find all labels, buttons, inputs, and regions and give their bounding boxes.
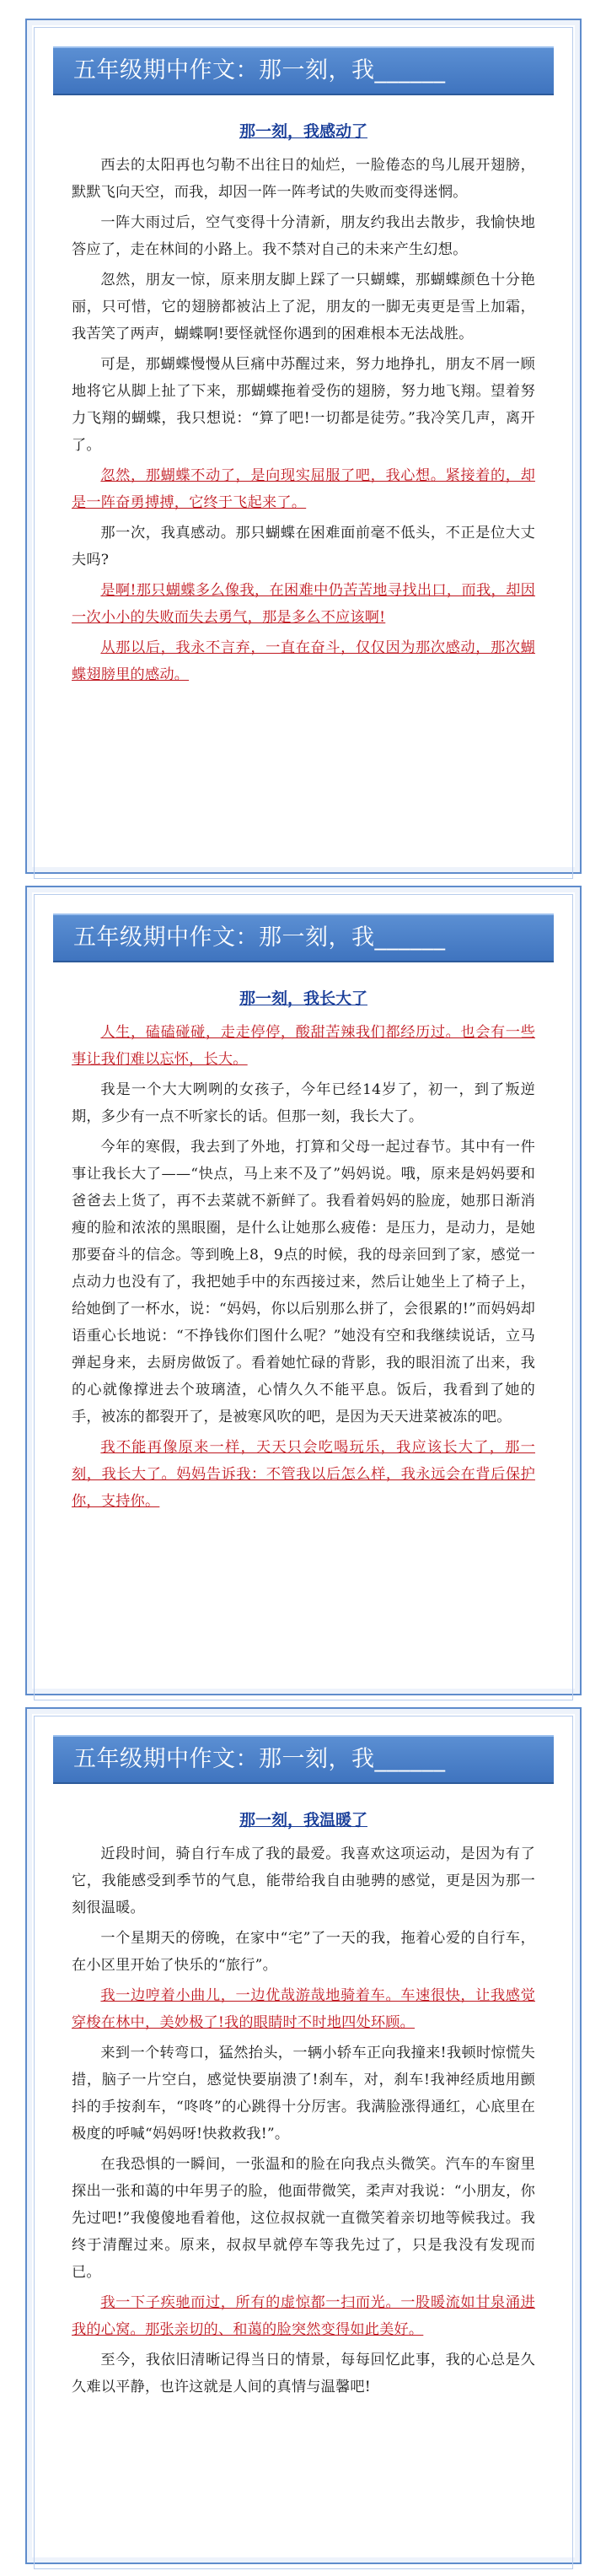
essay-paragraph: 在我恐惧的一瞬间，一张温和的脸在向我点头微笑。汽车的车窗里探出一张和蔼的中年男子的脸，他面带微笑，柔声对我说：“小朋友，你先过吧!”我傻傻地看着他，这位叔叔就一直微笑着亲切地等候我过。我终于清醒过来。原来，叔叔早就停车等我先过了，只是我没有发现而已。 bbox=[72, 2156, 535, 2281]
essay-paragraph: 西去的太阳再也匀勒不出往日的灿烂，一脸倦态的鸟儿展开翅膀，默默飞向天空，而我，却因一阵一阵考试的失败而变得迷惘。 bbox=[72, 157, 535, 201]
essay-paragraph: 至今，我依旧清晰记得当日的情景，每每回忆此事，我的心总是久久难以平静，也许这就是人间的真情与温馨吧! bbox=[72, 2352, 535, 2395]
essay-banner: 五年级期中作文：那一刻，我______ bbox=[53, 1735, 554, 1782]
essay-card-2 bbox=[25, 886, 582, 1695]
essay-paragraph-highlight: 从那以后，我永不言弃，一直在奋斗，仅仅因为那次感动，那次蝴蝶翅膀里的感动。 bbox=[72, 639, 535, 683]
essay-paragraph: 我是一个大大咧咧的女孩子，今年已经14岁了，初一，到了叛逆期，多少有一点不听家长的话。但那一刻，我长大了。 bbox=[72, 1081, 535, 1125]
essay-paragraph-highlight: 我一边哼着小曲儿，一边优哉游哉地骑着车。车速很快，让我感觉穿梭在林中，美妙极了!我的眼睛时不时地四处环顾。 bbox=[72, 1987, 535, 2031]
essay-paragraph-highlight: 忽然，那蝴蝶不动了，是向现实屈服了吧，我心想。紧接着的，却是一阵奋勇搏搏，它终于飞起来了。 bbox=[72, 467, 535, 511]
essay-body bbox=[35, 152, 572, 688]
essay-subtitle: 那一刻，我温暖了 bbox=[239, 1811, 367, 1830]
essay-paragraph: 今年的寒假，我去到了外地，打算和父母一起过春节。其中有一件事让我长大了——“快点，马上来不及了”妈妈说。哦，原来是妈妈要和爸爸去上货了，再不去菜就不新鲜了。我看着妈妈的脸庞，她那日渐消瘦的脸和浓浓的黑眼圈，是什么让她那么疲倦：是压力，是动力，是她那要奋斗的信念。等到晚上8，9点的时候，我的母亲回到了家，感觉一点动力也没有了，我把她手中的东西接过来，然后让她坐上了椅子上，给她倒了一杯水，说：“妈妈，你以后别那么拼了，会很累的!”而妈妈却语重心长地说：“不挣钱你们图什么呢？”她没有空和我继续说话，立马弹起身来，去厨房做饭了。看着她忙碌的背影，我的眼泪流了出来，我的心就像撑进去个玻璃渣，心情久久不能平息。饭后，我看到了她的手，被冻的都裂开了，是被寒风吹的吧，是因为天天进菜被冻的吧。 bbox=[72, 1139, 535, 1425]
essay-paragraph: 来到一个转弯口，猛然抬头，一辆小轿车正向我撞来!我顿时惊慌失措，脑子一片空白，感觉快要崩溃了!刹车，对，刹车!我神经质地用颤抖的手按刹车，“咚咚”的心跳得十分厉害。我满脸涨得通红，心底里在极度的呼喊“妈妈呀!快救救我!”。 bbox=[72, 2045, 535, 2142]
essay-subtitle: 那一刻，我感动了 bbox=[239, 122, 367, 141]
essay-paragraph-highlight: 我一下子疾驰而过，所有的虚惊都一扫而光。一股暖流如甘泉涌进我的心窝。那张亲切的、和蔼的脸突然变得如此美好。 bbox=[72, 2294, 535, 2338]
essay-paragraph-highlight: 我不能再像原来一样，天天只会吃喝玩乐，我应该长大了，那一刻，我长大了。妈妈告诉我：不管我以后怎么样，我永远会在背后保护你，支持你。 bbox=[72, 1439, 535, 1510]
essay-body bbox=[35, 1840, 572, 2401]
essay-body bbox=[35, 1019, 572, 1515]
essay-card-1 bbox=[25, 19, 582, 874]
essay-paragraph: 一个星期天的傍晚，在家中“宅”了一天的我，拖着心爱的自行车，在小区里开始了快乐的“旅行”。 bbox=[72, 1930, 535, 1974]
essay-paragraph-highlight: 是啊!那只蝴蝶多么像我，在困难中仍苦苦地寻找出口，而我，却因一次小小的失败而失去勇气，那是多么不应该啊! bbox=[72, 582, 535, 626]
essay-banner: 五年级期中作文：那一刻，我______ bbox=[53, 913, 554, 961]
essay-paragraph: 近段时间，骑自行车成了我的最爱。我喜欢这项运动，是因为有了它，我能感受到季节的气息，能带给我自由驰骋的感觉，更是因为那一刻很温暖。 bbox=[72, 1846, 535, 1916]
essay-card-3 bbox=[25, 1707, 582, 2564]
essay-subtitle: 那一刻，我长大了 bbox=[239, 989, 367, 1008]
essay-paragraph: 可是，那蝴蝶慢慢从巨痛中苏醒过来，努力地挣扎，朋友不屑一顾地将它从脚上扯了下来，那蝴蝶拖着受伤的翅膀，努力地飞翔。望着努力飞翔的蝴蝶，我只想说：“算了吧!一切都是徒劳。”我冷笑几声，离开了。 bbox=[72, 356, 535, 454]
essay-paragraph-highlight: 人生，磕磕碰碰，走走停停，酸甜苦辣我们都经历过。也会有一些事让我们难以忘怀，长大。 bbox=[72, 1024, 535, 1068]
essay-paragraph: 那一次，我真感动。那只蝴蝶在困难面前毫不低头，不正是位大丈夫吗? bbox=[72, 525, 535, 569]
essay-paragraph: 忽然，朋友一惊，原来朋友脚上踩了一只蝴蝶，那蝴蝶颜色十分艳丽，只可惜，它的翅膀都被沾上了泥，朋友的一脚无夷更是雪上加霜，我苦笑了两声，蝴蝶啊!要怪就怪你遇到的困难根本无法战胜。 bbox=[72, 272, 535, 342]
essay-banner: 五年级期中作文：那一刻，我______ bbox=[53, 46, 554, 94]
essay-paragraph: 一阵大雨过后，空气变得十分清新，朋友约我出去散步，我愉快地答应了，走在林间的小路上。我不禁对自己的未来产生幻想。 bbox=[72, 214, 535, 258]
